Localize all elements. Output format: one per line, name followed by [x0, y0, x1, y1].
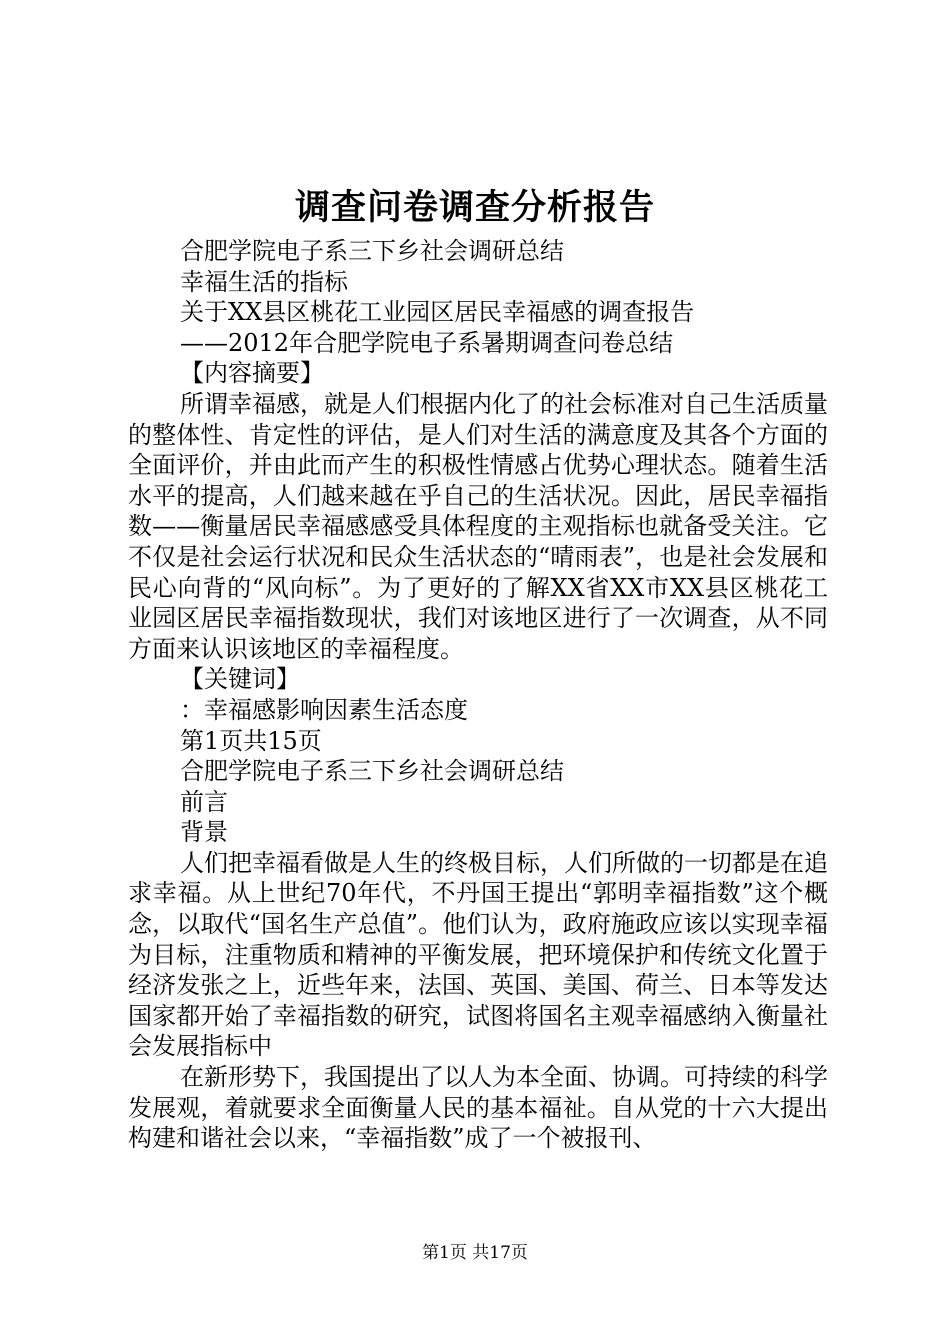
document-body: [128, 236, 828, 1154]
body-paragraph: 在新形势下，我国提出了以人为本全面、协调。可持续的科学发展观，着就要求全面衡量人民的基本福祉。自从党的十六大提出构建和谐社会以来，“幸福指数”成了一个被报刊、: [128, 1063, 828, 1153]
page-footer: 第1页 共17页: [422, 1243, 528, 1263]
abstract-paragraph: 所谓幸福感，就是人们根据内化了的社会标准对自己生活质量的整体性、肯定性的评估，是人们对生活的满意度及其各个方面的全面评价，并由此而产生的积极性情感占优势心理状态。随着生活水平的提高，人们越来越在乎自己的生活状况。因此，居民幸福指数——衡量居民幸福感感受具体程度的主观指标也就备受关注。它不仅是社会运行状况和民众生活状态的“晴雨表”，也是社会发展和民心向背的“风向标”。为了更好的了解XX省XX市XX县区桃花工业园区居民幸福指数现状，我们对该地区进行了一次调查，从不同方面来认识该地区的幸福程度。: [128, 389, 828, 663]
subtitle-line: 关于XX县区桃花工业园区居民幸福感的调查报告: [180, 298, 695, 327]
section-title: 合肥学院电子系三下乡社会调研总结: [180, 757, 564, 786]
keywords-line: ：幸福感影响因素生活态度: [180, 695, 468, 724]
keywords-heading: 【关键词】: [180, 665, 300, 694]
subtitle-line: 合肥学院电子系三下乡社会调研总结: [180, 237, 564, 265]
document-title: 调查问卷调查分析报告: [294, 188, 655, 228]
subtitle-line: 幸福生活的指标: [180, 267, 348, 296]
abstract-heading: 【内容摘要】: [180, 359, 324, 388]
body-paragraph: 人们把幸福看做是人生的终极目标，人们所做的一切都是在追求幸福。从上世纪70年代，不丹国王提出“郭明幸福指数”这个概念，以取代“国名生产总值”。他们认为，政府施政应该以实现幸福为目标，注重物质和精神的平衡发展，把环境保护和传统文化置于经济发张之上，近些年来，法国、英国、美国、荷兰、日本等发达国家都开始了幸福指数的研究，试图将国名主观幸福感纳入衡量社会发展指标中: [128, 848, 828, 1061]
subtitle-line: ——2012年合肥学院电子系暑期调查问卷总结: [180, 328, 674, 357]
section-heading-background: 背景: [180, 818, 228, 847]
inline-page-number: 第1页共15页: [180, 726, 322, 755]
section-heading-preface: 前言: [180, 787, 228, 816]
